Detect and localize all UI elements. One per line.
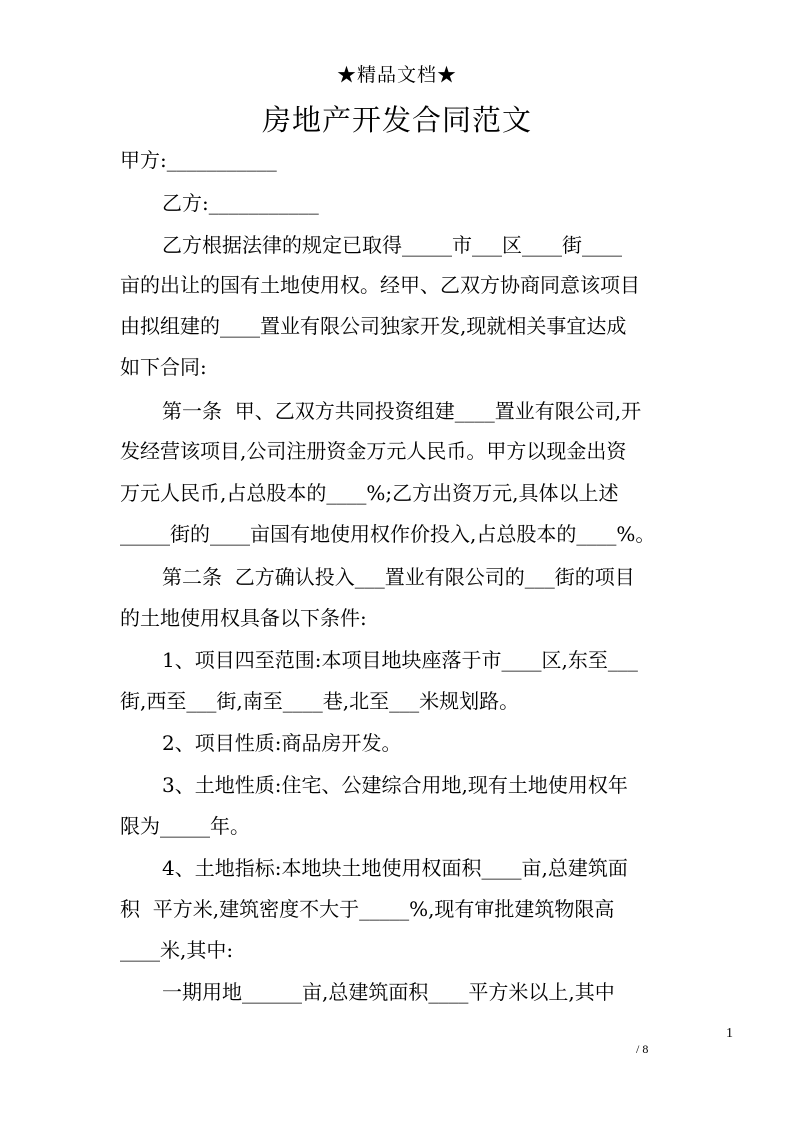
body-line: 如下合同: xyxy=(120,355,207,379)
body-line: 发经营该项目,公司注册资金万元人民币。甲方以现金出资 xyxy=(120,439,627,463)
body-line: 积 平方米,建筑密度不大于_____%,现有审批建筑物限高 xyxy=(120,897,615,921)
article-2-line: 第二条 乙方确认投入___置业有限公司的___街的项目 xyxy=(162,565,635,589)
page-total: / 8 xyxy=(636,1042,649,1056)
body-line: 乙方根据法律的规定已取得_____市___区____街____ xyxy=(162,233,622,257)
party-b-line: 乙方:___________ xyxy=(162,191,319,215)
page-number: 1 xyxy=(726,1026,733,1041)
item-3-line: 3、土地性质:住宅、公建综合用地,现有土地使用权年 xyxy=(162,773,628,797)
body-line: 街,西至___街,南至____巷,北至___米规划路。 xyxy=(120,689,520,713)
document-title: 房地产开发合同范文 xyxy=(261,103,532,137)
item-4-line: 4、土地指标:本地块土地使用权面积____亩,总建筑面 xyxy=(162,856,628,880)
body-line: 亩的出让的国有土地使用权。经甲、乙双方协商同意该项目 xyxy=(120,273,640,297)
body-line: 限为_____年。 xyxy=(120,814,250,838)
phase-1-line: 一期用地______亩,总建筑面积____平方米以上,其中 xyxy=(162,980,615,1004)
body-line: _____街的____亩国有地使用权作价投入,占总股本的____%。 xyxy=(120,522,656,546)
body-line: 的土地使用权具备以下条件: xyxy=(120,606,367,630)
party-a-line: 甲方:___________ xyxy=(120,148,277,172)
item-2-line: 2、项目性质:商品房开发。 xyxy=(162,731,402,755)
item-1-line: 1、项目四至范围:本项目地块座落于市____区,东至___ xyxy=(162,648,638,672)
body-line: ____米,其中: xyxy=(120,938,234,962)
body-line: 万元人民币,占总股本的____%;乙方出资万元,具体以上述 xyxy=(120,481,619,505)
article-1-line: 第一条 甲、乙双方共同投资组建____置业有限公司,开 xyxy=(162,399,642,423)
body-line: 由拟组建的____置业有限公司独家开发,现就相关事宜达成 xyxy=(120,314,627,338)
document-header: ★精品文档★ xyxy=(336,64,457,86)
